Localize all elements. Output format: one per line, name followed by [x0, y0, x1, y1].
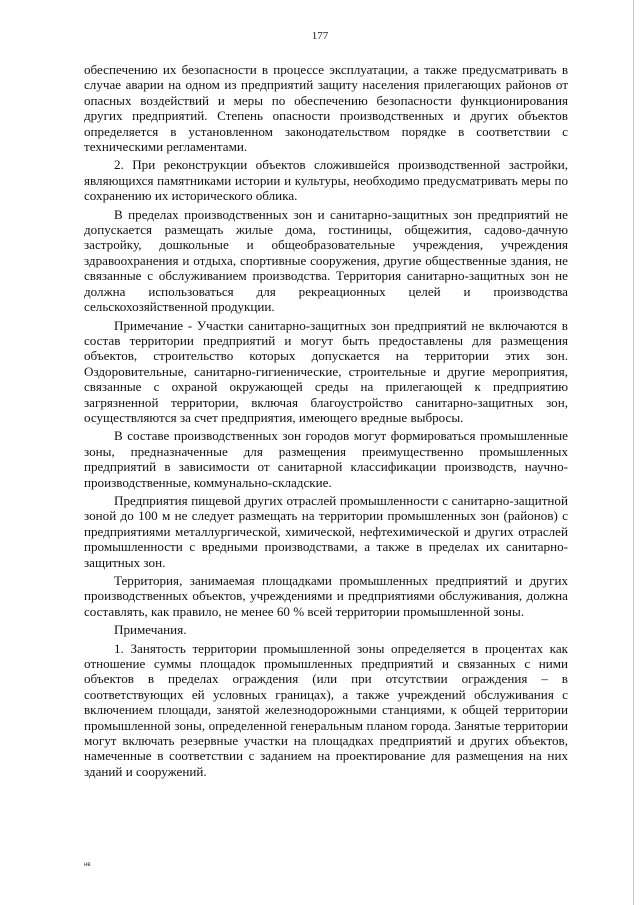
document-body [84, 62, 568, 782]
paragraph-sanitary-zone-note: Примечание - Участки санитарно-защитных зон предприятий не включаются в состав территории предприятий и могут быть предоставлены для размещения объектов, строительство которых допускается на территории этих зон. Оздоровительные, санитарно-гигиенические, строительные и другие мероприятия, связанные с охраной окружающей среды на прилегающей к предприятию загрязненной территории, включая благоустройство санитарно-защитных зон, осуществляются за счет предприятия, имеющего вредные выбросы. [84, 317, 568, 425]
paragraph-reconstruction-item-2: 2. При реконструкции объектов сложившейся производственной застройки, являющихся памятниками истории и культуры, необходимо предусматривать меры по сохранению их исторического облика. [84, 157, 568, 204]
page-number: 177 [311, 30, 329, 42]
paragraph-territory-share: Территория, занимаемая площадками промышленных предприятий и других производственных объектов, учреждениями и предприятиями обслуживания, должна составлять, как правило, не менее 60 % всей территории промышленной зоны. [84, 573, 568, 619]
paragraph-zone-restrictions: В пределах производственных зон и санитарно-защитных зон предприятий не допускается размещать жилые дома, гостиницы, общежития, садово-дачную застройку, дошкольные и общеобразовательные учреждения, учреждения здравоохранения и отдыха, спортивные сооружения, другие общественные здания, не связанные с обслуживанием производства. Территория санитарно-защитных зон не должна использоваться для рекреационных целей и производства сельскохозяйственной продукции. [84, 206, 568, 315]
paragraph-industrial-zones: В составе производственных зон городов могут формироваться промышленные зоны, предназначенные для размещения преимущественно промышленных предприятий в зависимости от санитарной классификации производств, научно-производственные, коммунально-складские. [84, 428, 568, 490]
paragraph-note-1: 1. Занятость территории промышленной зоны определяется в процентах как отношение суммы площадок промышленных предприятий и связанных с ними объектов в пределах ограждения (или при отсутствии ограждения – в соответствующих ей условных границах), а также учреждений обслуживания с включением площади, занятой железнодорожными станциями, к общей территории промышленной зоны, определенной генеральным планом города. Занятые территории могут включать резервные участки на площадках предприятий и других объектов, намеченные в соответствии с заданием на проектирование для размещения на них зданий и сооружений. [84, 640, 568, 779]
notes-heading: Примечания. [114, 622, 187, 638]
paragraph-food-industry: Предприятия пищевой других отраслей промышленности с санитарно-защитной зоной до 100 м не следует размещать на территории промышленных зон (районов) с предприятиями металлургической, химической, нефтехимической и других отраслей промышленности с вредными производствами, а также в пределах их санитарно-защитных зон. [84, 492, 568, 570]
footer-mark: нв [84, 862, 91, 868]
page-edge-line [633, 0, 634, 905]
paragraph-safety-continuation: обеспечению их безопасности в процессе эксплуатации, а также предусматривать в случае аварии на одном из предприятий защиту населения прилегающих районов от опасных воздействий и меры по обеспечению безопасности функционирования других предприятий. Степень опасности производственных и других объектов определяется в установленном законодательством порядке в соответствии с техническими регламентами. [84, 62, 568, 155]
